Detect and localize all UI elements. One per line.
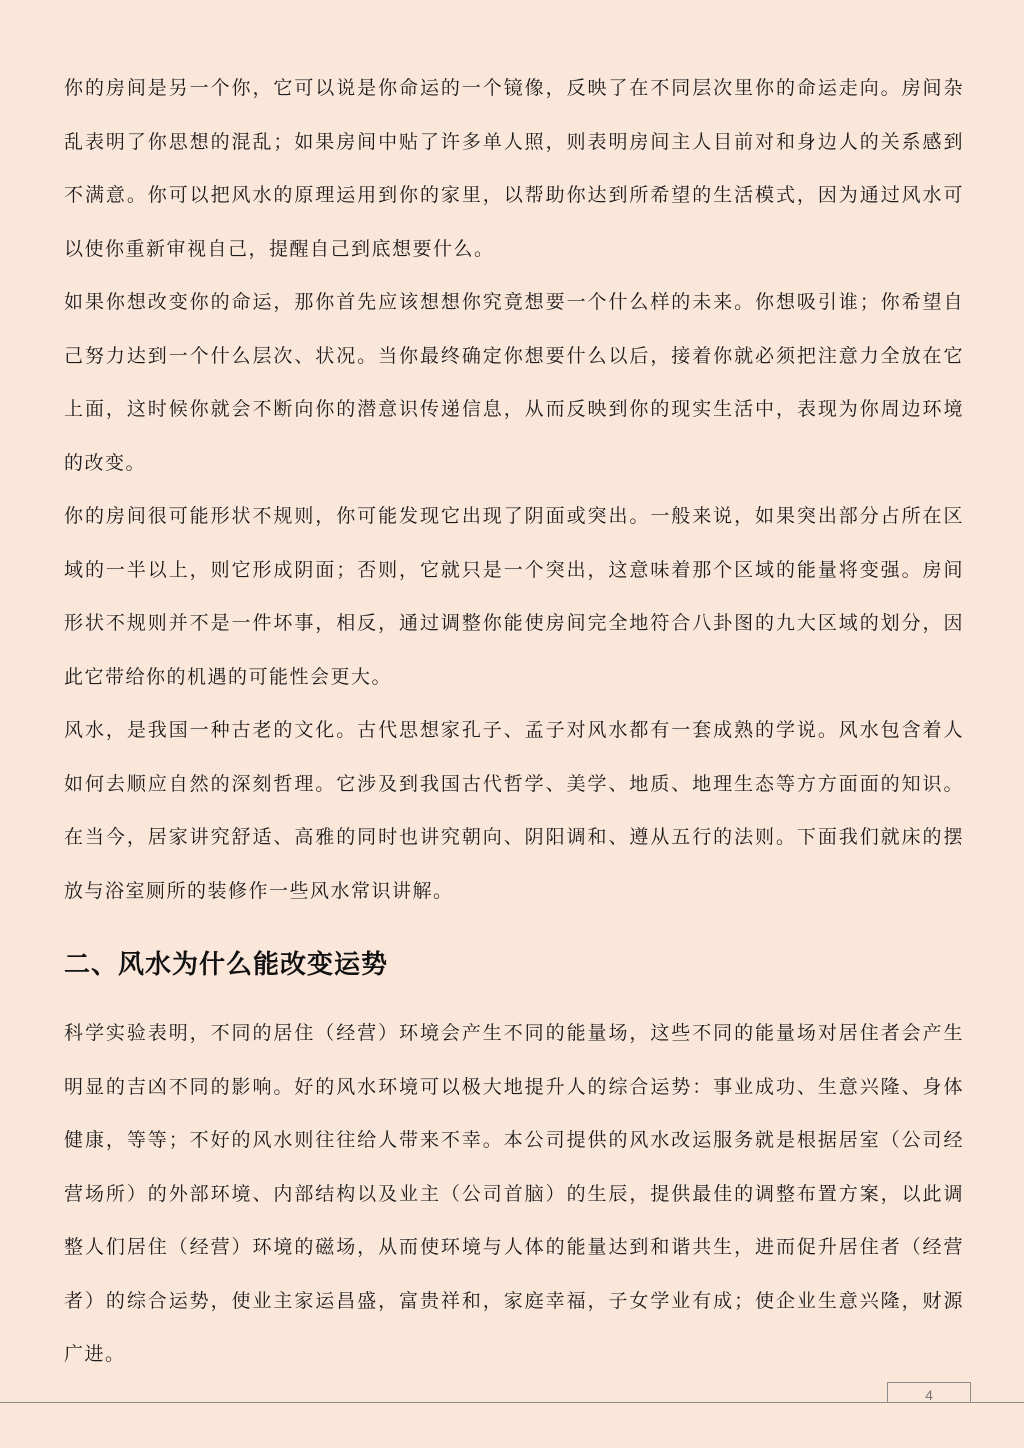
paragraph: 你的房间很可能形状不规则，你可能发现它出现了阴面或突出。一般来说，如果突出部分占所在区域的一半以上，则它形成阴面；否则，它就只是一个突出，这意味着那个区域的能量将变强。房间形状不规则并不是一件坏事，相反，通过调整你能使房间完全地符合八卦图的九大区域的划分，因此它带给你的机遇的可能性会更大。 [64, 505, 964, 688]
paragraph: 你的房间是另一个你，它可以说是你命运的一个镜像，反映了在不同层次里你的命运走向。房间杂乱表明了你思想的混乱；如果房间中贴了许多单人照，则表明房间主人目前对和身边人的关系感到不满意。你可以把风水的原理运用到你的家里，以帮助你达到所希望的生活模式，因为通过风水可以使你重新审视自己，提醒自己到底想要什么。 [64, 77, 964, 260]
document-body [64, 62, 964, 1382]
paragraph: 风水，是我国一种古老的文化。古代思想家孔子、孟子对风水都有一套成熟的学说。风水包含着人如何去顺应自然的深刻哲理。它涉及到我国古代哲学、美学、地质、地理生态等方方面面的知识。在当今，居家讲究舒适、高雅的同时也讲究朝向、阴阳调和、遵从五行的法则。下面我们就床的摆放与浴室厕所的装修作一些风水常识讲解。 [64, 719, 964, 902]
section-heading: 二、风水为什么能改变运势 [64, 950, 389, 980]
page-number: 4 [887, 1382, 971, 1403]
footer-divider [0, 1402, 1024, 1403]
paragraph: 如果你想改变你的命运，那你首先应该想想你究竟想要一个什么样的未来。你想吸引谁；你希望自己努力达到一个什么层次、状况。当你最终确定你想要什么以后，接着你就必须把注意力全放在它上面，这时候你就会不断向你的潜意识传递信息，从而反映到你的现实生活中，表现为你周边环境的改变。 [64, 291, 964, 474]
paragraph: 科学实验表明，不同的居住（经营）环境会产生不同的能量场，这些不同的能量场对居住者会产生明显的吉凶不同的影响。好的风水环境可以极大地提升人的综合运势：事业成功、生意兴隆、身体健康，等等；不好的风水则往往给人带来不幸。本公司提供的风水改运服务就是根据居室（公司经营场所）的外部环境、内部结构以及业主（公司首脑）的生辰，提供最佳的调整布置方案，以此调整人们居住（经营）环境的磁场，从而使环境与人体的能量达到和谐共生，进而促升居住者（经营者）的综合运势，使业主家运昌盛，富贵祥和，家庭幸福，子女学业有成；使企业生意兴隆，财源广进。 [64, 1022, 964, 1365]
